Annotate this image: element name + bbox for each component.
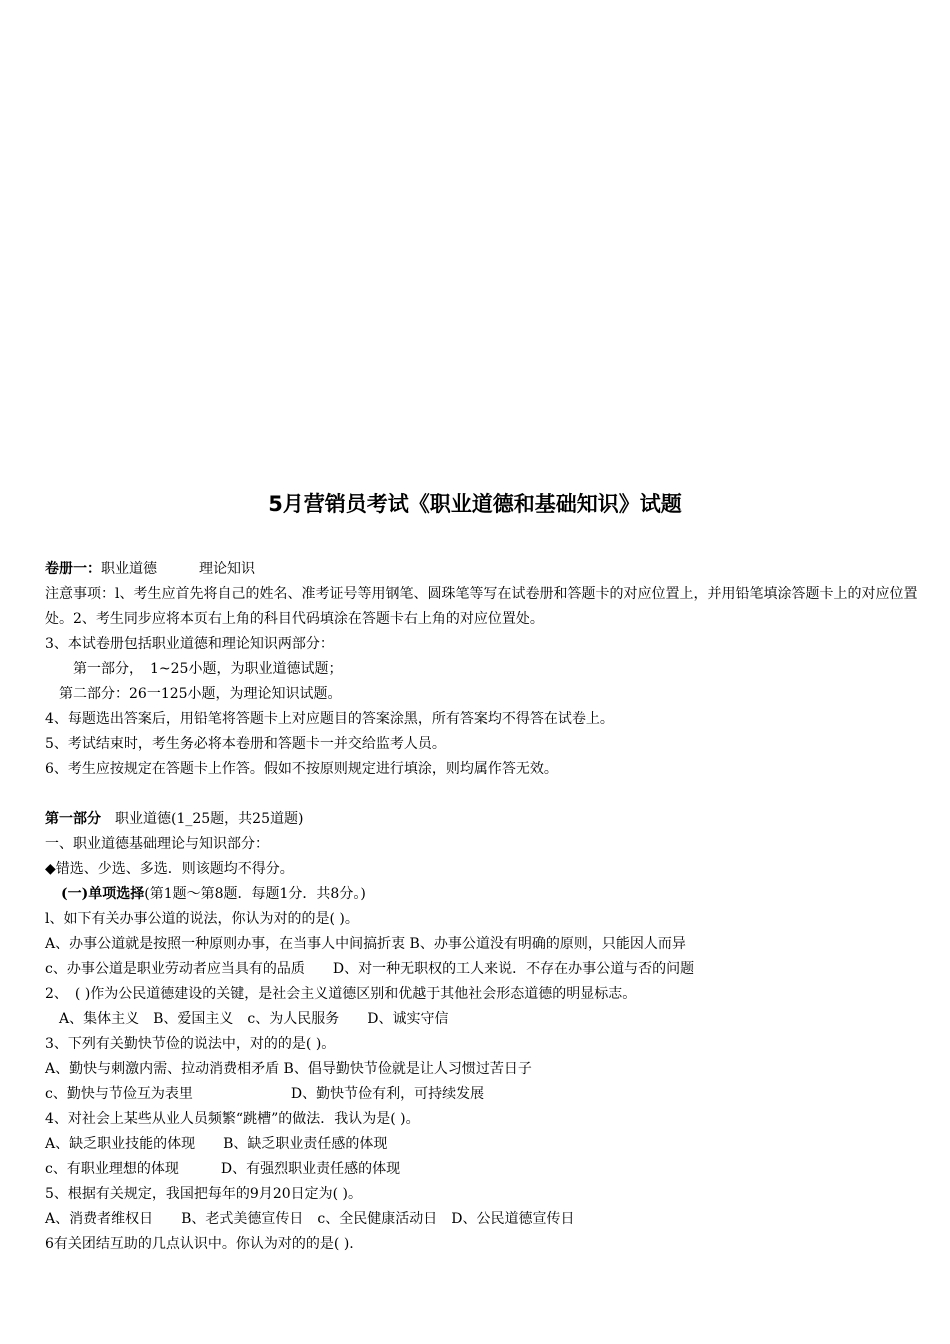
part1-text: 职业道德(1_25题，共25道题): [101, 811, 304, 827]
question-2-options: A、集体主义 B、爱国主义 c、为人民服务 D、诚实守信: [45, 1011, 449, 1027]
single-choice-heading: [45, 882, 925, 907]
question-1-options-ab: A、办事公道就是按照一种原则办事，在当事人中间搞折衷 B、办事公道没有明确的原则，只能因人而异: [45, 936, 686, 952]
notice-5: 5、考试结束时，考生务必将本卷册和答题卡一并交给监考人员。: [45, 736, 446, 752]
question-3-options-ab: A、勤快与刺激内需、拉动消费相矛盾 B、倡导勤快节俭就是让人习惯过苦日子: [45, 1061, 532, 1077]
question-5-options: A、消费者维权日 B、老式美德宣传日 c、全民健康活动日 D、公民道德宣传日: [45, 1211, 575, 1227]
question-1: l、如下有关办事公道的说法，你认为对的的是( )。: [45, 911, 359, 927]
notice-6: 6、考生应按规定在答题卡上作答。假如不按原则规定进行填涂，则均属作答无效。: [45, 761, 558, 777]
volume-text: 职业道德 理论知识: [101, 561, 255, 577]
volume-line: [45, 557, 925, 582]
notice-1: 注意事项：l、考生应首先将自己的姓名、准考证号等用钢笔、圆珠笔等写在试卷册和答题卡的对应位置上，并用铅笔填涂答题卡上的对应位置处。2、考生同步应将本页右上角的科目代码填涂在答题卡右上角的对应位置处。: [45, 586, 918, 627]
question-6: 6有关团结互助的几点认识中。你认为对的的是( ).: [45, 1236, 354, 1252]
question-4: 4、对社会上某些从业人员频繁“跳槽”的做法．我认为是( )。: [45, 1111, 420, 1127]
question-1-options-cd: c、办事公道是职业劳动者应当具有的品质 D、对一种无职权的工人来说．不存在办事公道与否的问题: [45, 961, 695, 977]
volume-label: 卷册一：: [45, 561, 101, 577]
document-body: [45, 557, 925, 1257]
question-4-options-ab: A、缺乏职业技能的体现 B、缺乏职业责任感的体现: [45, 1136, 388, 1152]
notice-3: 3、本试卷册包括职业道德和理论知识两部分：: [45, 636, 334, 652]
question-2: 2、 ( )作为公民道德建设的关键，是社会主义道德区别和优越于其他社会形态道德的明显标志。: [45, 986, 637, 1002]
single-choice-text: (第1题～第8题．每题1分．共8分。): [144, 886, 366, 902]
notice-4: 4、每题选出答案后，用铅笔将答题卡上对应题目的答案涂黑，所有答案均不得答在试卷上。: [45, 711, 614, 727]
notice-part-one: 第一部分， 1~25小题，为职业道德试题；: [45, 661, 343, 677]
single-choice-label: (一)单项选择: [61, 886, 145, 902]
question-4-options-cd: c、有职业理想的体现 D、有强烈职业责任感的体现: [45, 1161, 401, 1177]
part1-label: 第一部分: [45, 811, 101, 827]
question-3-options-cd: c、勤快与节俭互为表里 D、勤快节俭有利，可持续发展: [45, 1086, 485, 1102]
spacer: [45, 782, 925, 807]
question-5: 5、根据有关规定，我国把每年的9月20日定为( )。: [45, 1186, 363, 1202]
section1-heading: 一、职业道德基础理论与知识部分：: [45, 836, 269, 852]
notice-part-two: 第二部分：26一125小题，为理论知识试题。: [45, 686, 342, 702]
warning-note: ◆错选、少选、多选．则该题均不得分。: [45, 861, 294, 877]
question-3: 3、下列有关勤快节俭的说法中，对的的是( )。: [45, 1036, 336, 1052]
part1-heading: [45, 807, 925, 832]
page-title: 5月营销员考试《职业道德和基础知识》试题: [268, 492, 682, 516]
